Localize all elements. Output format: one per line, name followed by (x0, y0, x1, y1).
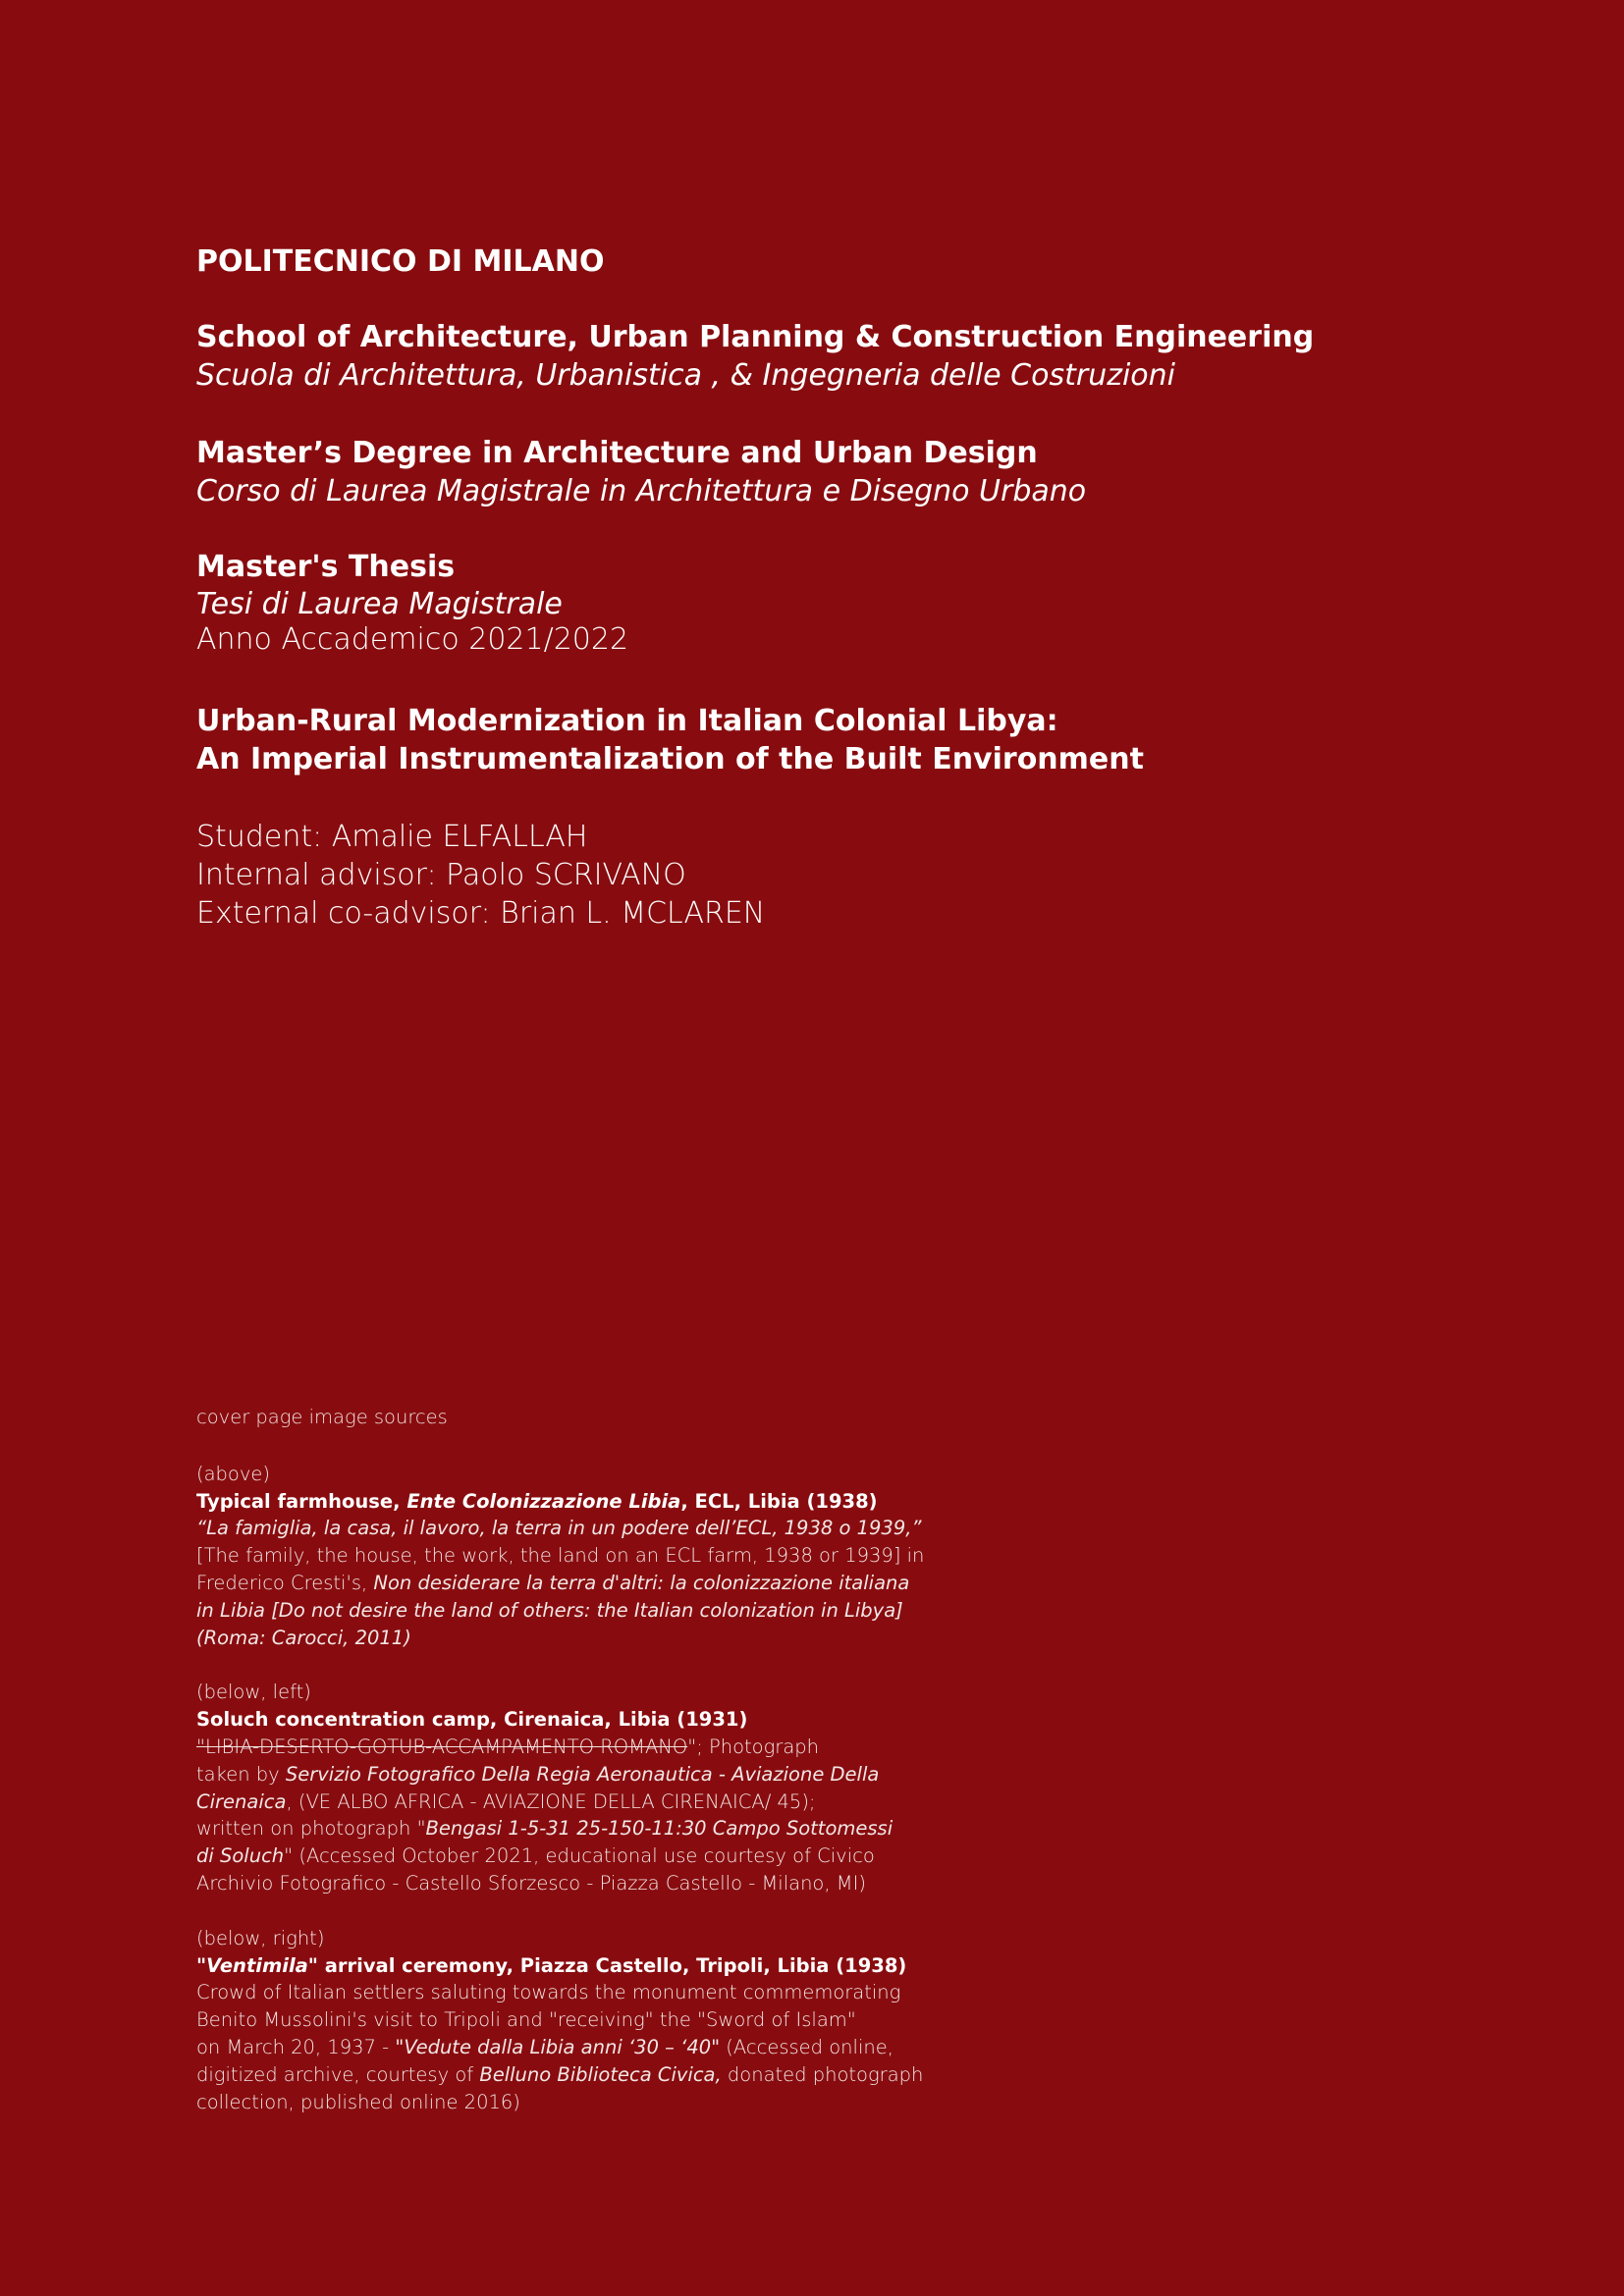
source-line: (Roma: Carocci, 2011) (196, 1626, 411, 1649)
school-block (196, 318, 1473, 395)
academic-year: Anno Accademico 2021/2022 (196, 622, 629, 657)
university-name: POLITECNICO DI MILANO (196, 244, 605, 279)
school-italian: Scuola di Architettura, Urbanistica , & Ingegneria delle Costruzioni (196, 358, 1175, 393)
source-line: Frederico Cresti's, Non desiderare la terra d'altri: la colonizzazione italiana (196, 1571, 910, 1594)
degree-english: Master’s Degree in Architecture and Urban Design (196, 436, 1038, 470)
degree-italian: Corso di Laurea Magistrale in Architettura e Disegno Urbano (196, 474, 1087, 508)
source-line: taken by Servizio Fotografico Della Regia Aeronautica - Aviazione Della (196, 1762, 880, 1786)
source-position-label: (below, right) (196, 1926, 325, 1949)
thesis-title-line-2: An Imperial Instrumentalization of the Built Environment (196, 742, 1144, 776)
school-english: School of Architecture, Urban Planning & Construction Engineering (196, 320, 1315, 354)
thesis-title-block (196, 702, 1473, 778)
people-block (196, 818, 1473, 933)
source-line: written on photograph "Bengasi 1-5-31 25-150-11:30 Campo Sottomessi (196, 1817, 893, 1841)
source-line: Archivio Fotografico - Castello Sforzesco - Piazza Castello - Milano, MI) (196, 1871, 866, 1895)
source-line: digitized archive, courtesy of Belluno Biblioteca Civica, donated photograph (196, 2062, 924, 2086)
source-line: Crowd of Italian settlers saluting towards the monument commemorating (196, 1981, 901, 2004)
source-position-label: (below, left) (196, 1681, 311, 1704)
degree-block (196, 434, 1473, 510)
source-line: on March 20, 1937 - "Vedute dalla Libia anni ‘30 – ‘40" (Accessed online, (196, 2035, 893, 2058)
external-advisor: External co-advisor: Brian L. MCLAREN (196, 896, 766, 931)
thesis-italian: Tesi di Laurea Magistrale (196, 587, 563, 621)
source-title: Typical farmhouse, Ente Colonizzazione Libia, ECL, Libia (1938) (196, 1489, 878, 1513)
source-title: "Ventimila" arrival ceremony, Piazza Castello, Tripoli, Libia (1938) (196, 1953, 907, 1977)
source-above (196, 1461, 982, 1652)
source-line: [The family, the house, the work, the land on an ECL farm, 1938 or 1939] in (196, 1544, 925, 1568)
image-sources (196, 1404, 982, 2115)
source-line: Cirenaica, (VE ALBO AFRICA - AVIAZIONE DELLA CIRENAICA/ 45); (196, 1789, 816, 1813)
source-line: "LIBIA-DESERTO-GOTUB-ACCAMPAMENTO ROMANO"; Photograph (196, 1735, 820, 1758)
sources-heading: cover page image sources (196, 1406, 448, 1428)
student-name: Student: Amalie ELFALLAH (196, 820, 588, 854)
source-below-left (196, 1679, 982, 1896)
source-line: di Soluch" (Accessed October 2021, educational use courtesy of Civico (196, 1844, 875, 1868)
source-line: collection, published online 2016) (196, 2090, 520, 2113)
thesis-english: Master's Thesis (196, 550, 456, 584)
source-position-label: (above) (196, 1462, 271, 1485)
source-title: Soluch concentration camp, Cirenaica, Libia (1931) (196, 1708, 748, 1732)
source-line: in Libia [Do not desire the land of others: the Italian colonization in Libya] (196, 1598, 903, 1622)
internal-advisor: Internal advisor: Paolo SCRIVANO (196, 858, 686, 892)
thesis-title-line-1: Urban-Rural Modernization in Italian Colonial Libya: (196, 704, 1058, 738)
source-line: Benito Mussolini's visit to Tripoli and "receiving" the "Sword of Islam" (196, 2008, 856, 2032)
thesis-block (196, 548, 1473, 658)
source-below-right (196, 1925, 982, 2116)
source-line: “La famiglia, la casa, il lavoro, la terra in un podere dell’ECL, 1938 o 1939,” (196, 1517, 922, 1540)
cover-text (196, 243, 1473, 933)
